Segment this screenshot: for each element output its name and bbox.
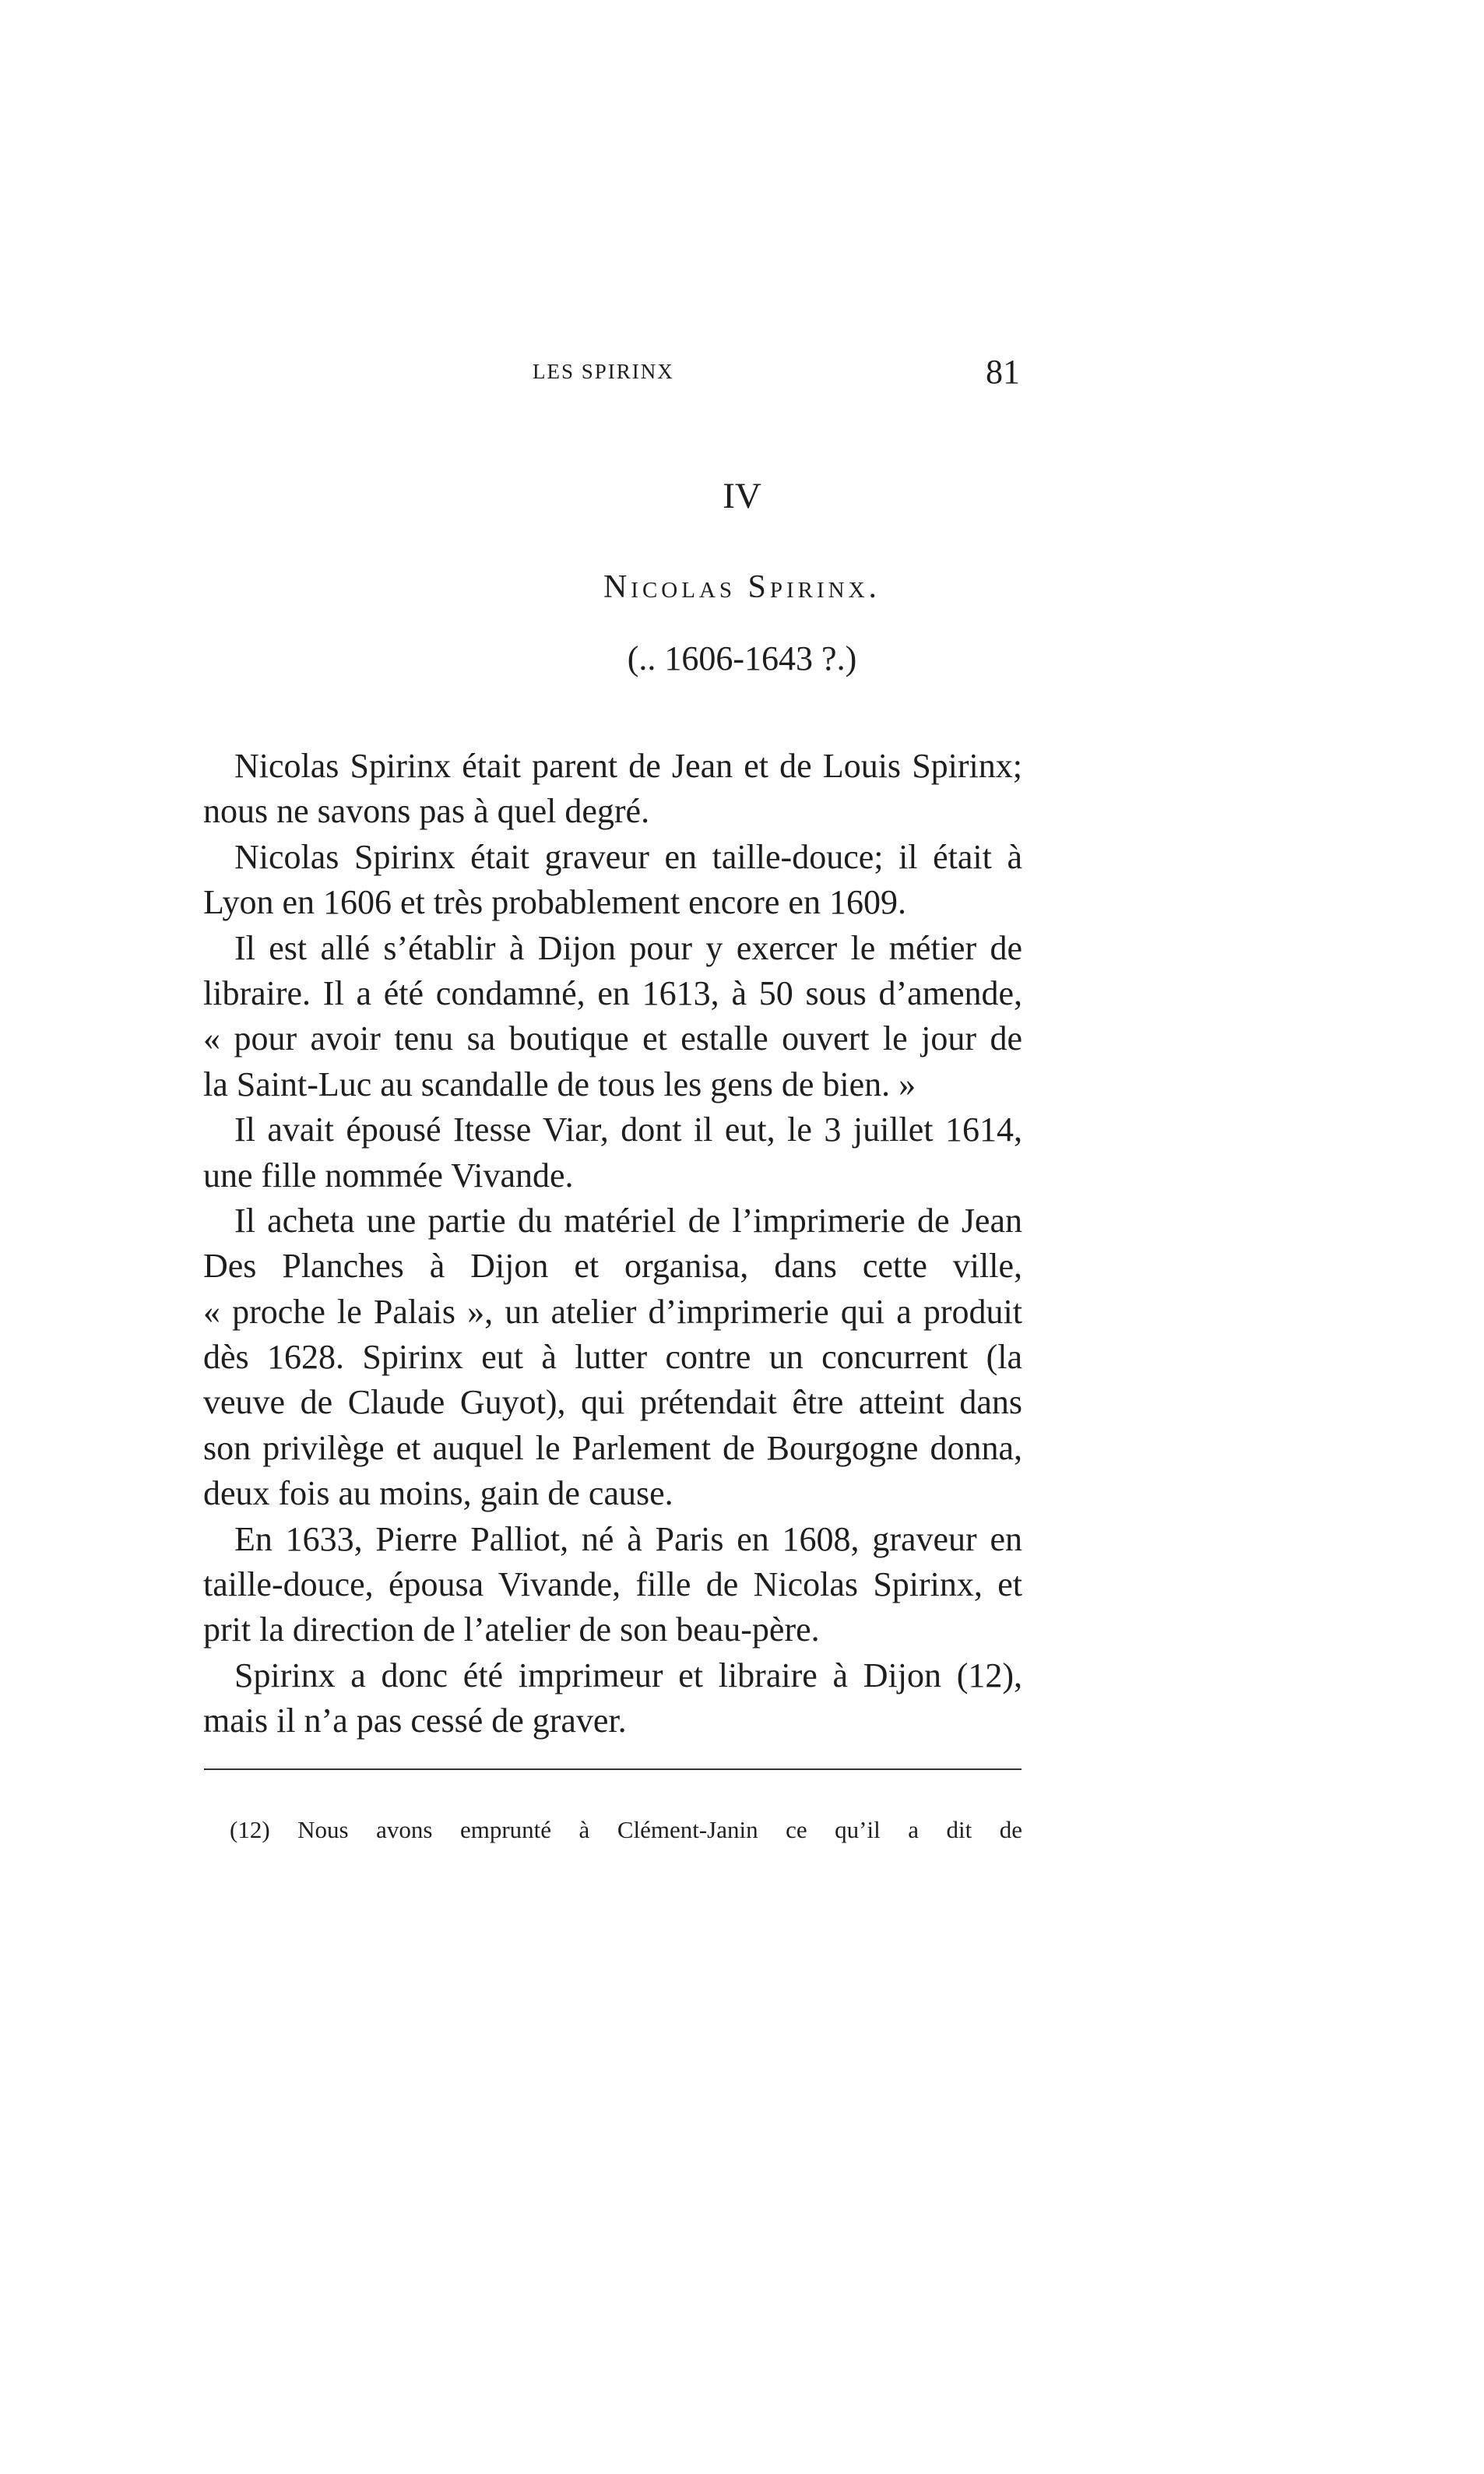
text-line: une fille nommée Vivande.	[203, 1156, 574, 1195]
text-line: Des Planches à Dijon et organisa, dans cette ville,	[203, 1247, 1022, 1286]
text-line: Nicolas Spirinx était graveur en taille-douce; il était à	[234, 837, 1022, 876]
text-line: son privilège et auquel le Parlement de Bourgogne donna,	[203, 1428, 1022, 1467]
text-line: nous ne savons pas à quel degré.	[203, 792, 650, 831]
text-line: la Saint-Luc au scandalle de tous les gens de bien. »	[203, 1065, 916, 1103]
text-line: Il avait épousé Itesse Viar, dont il eut, le 3 juillet 1614,	[234, 1110, 1022, 1149]
chapter-title: Nicolas Spirinx.	[603, 569, 881, 605]
text-line: dès 1628. Spirinx eut à lutter contre un concurrent (la	[203, 1338, 1022, 1377]
page-number: 81	[986, 353, 1020, 391]
body-text	[203, 744, 1022, 1744]
section-number: IV	[723, 476, 761, 516]
text-line: En 1633, Pierre Palliot, né à Paris en 1608, graveur en	[234, 1519, 1022, 1558]
text-line: veuve de Claude Guyot), qui prétendait être atteint dans	[203, 1383, 1022, 1422]
text-line: Nicolas Spirinx était parent de Jean et de Louis Spirinx;	[234, 747, 1022, 785]
running-head: LES SPIRINX	[533, 360, 674, 383]
chapter-dates: (.. 1606-1643 ?.)	[627, 639, 857, 677]
text-line: Il acheta une partie du matériel de l’imprimerie de Jean	[234, 1201, 1022, 1240]
footnote-rule	[204, 1768, 1022, 1770]
text-line: Il est allé s’établir à Dijon pour y exercer le métier de	[234, 928, 1022, 967]
text-line: libraire. Il a été condamné, en 1613, à 50 sous d’amende,	[203, 973, 1022, 1012]
text-line: Spirinx a donc été imprimeur et libraire à Dijon (12),	[234, 1656, 1022, 1694]
footnote: (12) Nous avons emprunté à Clément-Janin ce qu’il a dit de	[230, 1816, 1022, 1843]
text-line: mais il n’a pas cessé de graver.	[203, 1702, 627, 1740]
text-line: « pour avoir tenu sa boutique et estalle ouvert le jour de	[203, 1019, 1022, 1058]
text-line: « proche le Palais », un atelier d’imprimerie qui a produit	[203, 1292, 1022, 1331]
text-line: prit la direction de l’atelier de son beau-père.	[203, 1610, 820, 1649]
text-line: Lyon en 1606 et très probablement encore en 1609.	[203, 883, 906, 922]
text-line: taille-douce, épousa Vivande, fille de Nicolas Spirinx, et	[203, 1565, 1022, 1604]
text-line: deux fois au moins, gain de cause.	[203, 1474, 673, 1513]
